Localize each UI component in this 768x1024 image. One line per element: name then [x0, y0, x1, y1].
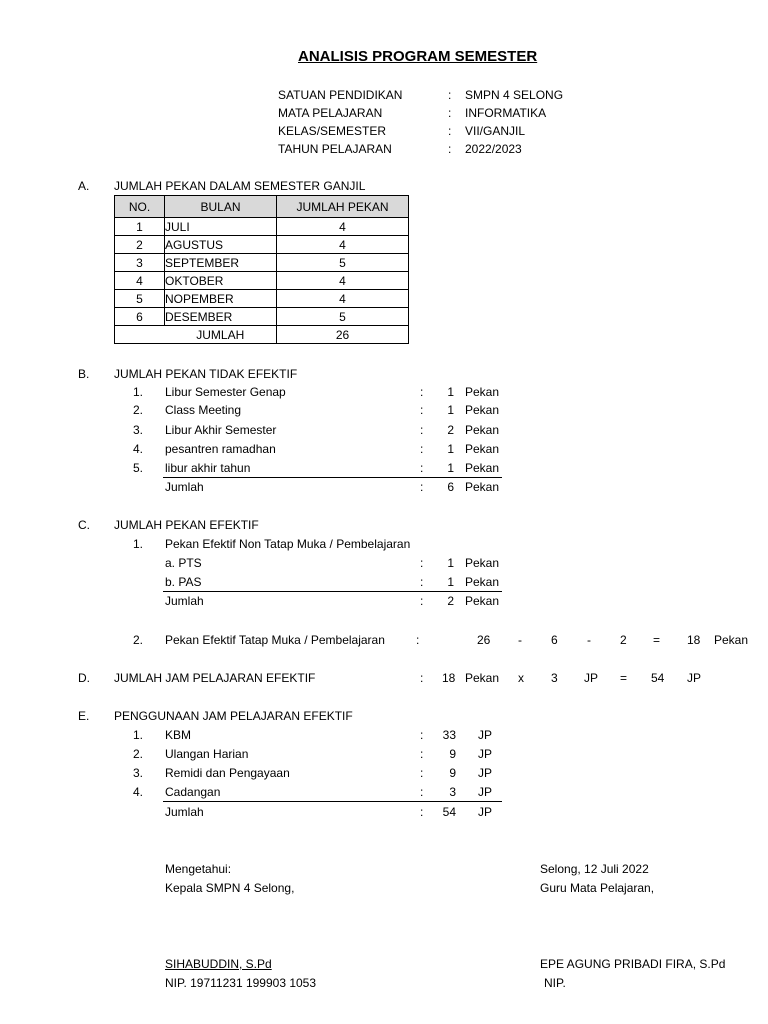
calc-operator: =: [620, 671, 628, 685]
list-item-sep: :: [420, 766, 424, 780]
section-b-heading: JUMLAH PEKAN TIDAK EFEKTIF: [114, 367, 298, 381]
calc-unit: Pekan: [714, 633, 749, 647]
list-item-unit: JP: [478, 728, 493, 742]
cell-jumlah: 5: [277, 308, 409, 326]
list-item-value: 9: [449, 766, 456, 780]
column-header-no: NO.: [115, 196, 165, 218]
list-item-sep: :: [420, 728, 424, 742]
cell-bulan: OKTOBER: [165, 272, 277, 290]
total-label: Jumlah: [165, 594, 204, 608]
table-row: [115, 218, 409, 236]
section-c-letter: C.: [78, 518, 90, 532]
calc-operator: -: [587, 633, 591, 647]
section-e-letter: E.: [78, 709, 90, 723]
cell-no: 1: [115, 218, 165, 236]
list-item-label: Ulangan Harian: [165, 747, 249, 761]
calc-sep: :: [416, 633, 420, 647]
total-value: 54: [442, 805, 456, 819]
cell-bulan: DESEMBER: [165, 308, 277, 326]
subitem-unit: Pekan: [465, 556, 500, 570]
signature-nip: NIP.: [544, 976, 566, 990]
signature-nip: NIP. 19711231 199903 1053: [165, 976, 317, 990]
total-unit: Pekan: [465, 594, 500, 608]
cell-empty: [115, 326, 165, 344]
cell-jumlah: 4: [277, 218, 409, 236]
cell-jumlah: 4: [277, 290, 409, 308]
list-item-number: 2.: [133, 747, 144, 761]
list-item-number: 3.: [133, 423, 144, 437]
table-header-row: [115, 196, 409, 218]
subitem-value: 1: [447, 556, 454, 570]
sum-divider: [163, 801, 502, 802]
list-item-number: 1.: [133, 728, 144, 742]
list-item-number: 5.: [133, 461, 144, 475]
list-item-value: 1: [447, 403, 454, 417]
list-item-value: 9: [449, 747, 456, 761]
list-item-value: 33: [442, 728, 456, 742]
list-item-label: KBM: [165, 728, 192, 742]
calc-operator: x: [518, 671, 524, 685]
info-label-satuan: SATUAN PENDIDIKAN: [278, 88, 403, 102]
calc-term: 6: [551, 633, 558, 647]
calc-unit: JP: [584, 671, 599, 685]
table-row: [115, 290, 409, 308]
subitem-label: a. PTS: [165, 556, 202, 570]
list-item-value: 1: [447, 385, 454, 399]
cell-no: 2: [115, 236, 165, 254]
list-item-unit: Pekan: [465, 423, 500, 437]
cell-jumlah: 5: [277, 254, 409, 272]
total-sep: :: [420, 594, 424, 608]
section-d-heading: JUMLAH JAM PELAJARAN EFEKTIF: [114, 671, 316, 685]
signature-name: SIHABUDDIN, S.Pd: [165, 957, 272, 971]
list-item-value: 2: [447, 423, 454, 437]
total-value: 6: [447, 480, 454, 494]
info-value-satuan: SMPN 4 SELONG: [465, 88, 564, 102]
info-label-kelas: KELAS/SEMESTER: [278, 124, 387, 138]
total-label: Jumlah: [165, 480, 204, 494]
section-a-letter: A.: [78, 179, 90, 193]
cell-jumlah: 4: [277, 272, 409, 290]
total-sep: :: [420, 805, 424, 819]
section-d-letter: D.: [78, 671, 90, 685]
list-item-unit: Pekan: [465, 461, 500, 475]
calc-term: 3: [551, 671, 558, 685]
list-item-sep: :: [420, 785, 424, 799]
signature-acknowledge: Mengetahui:: [165, 862, 232, 876]
section-b-letter: B.: [78, 367, 90, 381]
table-row: [115, 254, 409, 272]
cell-no: 3: [115, 254, 165, 272]
table-row: [115, 308, 409, 326]
list-item-number: 1.: [133, 385, 144, 399]
list-item-label: Libur Semester Genap: [165, 385, 286, 399]
cell-no: 4: [115, 272, 165, 290]
subitem-sep: :: [420, 575, 424, 589]
cell-total-label: JUMLAH: [165, 326, 277, 344]
calc-unit: JP: [687, 671, 702, 685]
list-item-sep: :: [420, 403, 424, 417]
column-header-bulan: BULAN: [165, 196, 277, 218]
table-total-row: [115, 326, 409, 344]
total-unit: Pekan: [465, 480, 500, 494]
list-item-label: Remidi dan Pengayaan: [165, 766, 290, 780]
total-label: Jumlah: [165, 805, 204, 819]
total-sep: :: [420, 480, 424, 494]
calc-term: 2: [620, 633, 627, 647]
info-sep: :: [448, 106, 452, 120]
total-unit: JP: [478, 805, 493, 819]
info-sep: :: [448, 124, 452, 138]
calc-unit: Pekan: [465, 671, 500, 685]
list-item-label: Pekan Efektif Non Tatap Muka / Pembelajaran: [165, 537, 411, 551]
cell-jumlah: 4: [277, 236, 409, 254]
calc-operator: =: [653, 633, 661, 647]
list-item-label: Cadangan: [165, 785, 221, 799]
list-item-number: 4.: [133, 442, 144, 456]
calc-term: 18: [442, 671, 456, 685]
calc-result: 54: [651, 671, 665, 685]
list-item-value: 1: [447, 461, 454, 475]
list-item-sep: :: [420, 747, 424, 761]
list-item-sep: :: [420, 385, 424, 399]
info-sep: :: [448, 88, 452, 102]
section-e-heading: PENGGUNAAN JAM PELAJARAN EFEKTIF: [114, 709, 353, 723]
list-item-label: Class Meeting: [165, 403, 242, 417]
list-item-unit: JP: [478, 766, 493, 780]
info-value-mapel: INFORMATIKA: [465, 106, 547, 120]
sum-divider: [163, 477, 502, 478]
list-item-label: pesantren ramadhan: [165, 442, 276, 456]
cell-no: 6: [115, 308, 165, 326]
list-item-number: 4.: [133, 785, 144, 799]
list-item-value: 1: [447, 442, 454, 456]
list-item-unit: Pekan: [465, 403, 500, 417]
cell-bulan: AGUSTUS: [165, 236, 277, 254]
calc-result: 18: [687, 633, 701, 647]
cell-total-value: 26: [277, 326, 409, 344]
list-item-label: libur akhir tahun: [165, 461, 251, 475]
signature-place-date: Selong, 12 Juli 2022: [540, 862, 649, 876]
list-item-unit: Pekan: [465, 442, 500, 456]
list-item-number: 1.: [133, 537, 144, 551]
info-value-tahun: 2022/2023: [465, 142, 522, 156]
list-item-label: Pekan Efektif Tatap Muka / Pembelajaran: [165, 633, 385, 647]
calc-operator: -: [518, 633, 522, 647]
info-label-mapel: MATA PELAJARAN: [278, 106, 383, 120]
info-sep: :: [448, 142, 452, 156]
info-value-kelas: VII/GANJIL: [465, 124, 526, 138]
document-title: ANALISIS PROGRAM SEMESTER: [298, 48, 538, 65]
list-item-label: Libur Akhir Semester: [165, 423, 277, 437]
signature-role: Kepala SMPN 4 Selong,: [165, 881, 295, 895]
cell-bulan: JULI: [165, 218, 277, 236]
table-row: [115, 236, 409, 254]
subitem-sep: :: [420, 556, 424, 570]
sum-divider: [163, 591, 502, 592]
cell-bulan: NOPEMBER: [165, 290, 277, 308]
calc-term: 26: [477, 633, 491, 647]
list-item-number: 2.: [133, 403, 144, 417]
list-item-sep: :: [420, 442, 424, 456]
list-item-unit: JP: [478, 747, 493, 761]
section-a-heading: JUMLAH PEKAN DALAM SEMESTER GANJIL: [114, 179, 366, 193]
list-item-sep: :: [420, 461, 424, 475]
signature-name: EPE AGUNG PRIBADI FIRA, S.Pd: [540, 957, 726, 971]
list-item-number: 3.: [133, 766, 144, 780]
signature-role: Guru Mata Pelajaran,: [540, 881, 655, 895]
cell-bulan: SEPTEMBER: [165, 254, 277, 272]
subitem-value: 1: [447, 575, 454, 589]
weeks-table: [114, 195, 409, 344]
subitem-label: b. PAS: [165, 575, 202, 589]
list-item-sep: :: [420, 423, 424, 437]
column-header-jumlah: JUMLAH PEKAN: [277, 196, 409, 218]
info-label-tahun: TAHUN PELAJARAN: [278, 142, 392, 156]
calc-sep: :: [420, 671, 424, 685]
list-item-unit: Pekan: [465, 385, 500, 399]
list-item-unit: JP: [478, 785, 493, 799]
list-item-number: 2.: [133, 633, 144, 647]
subitem-unit: Pekan: [465, 575, 500, 589]
list-item-value: 3: [449, 785, 456, 799]
table-row: [115, 272, 409, 290]
section-c-heading: JUMLAH PEKAN EFEKTIF: [114, 518, 259, 532]
total-value: 2: [447, 594, 454, 608]
cell-no: 5: [115, 290, 165, 308]
